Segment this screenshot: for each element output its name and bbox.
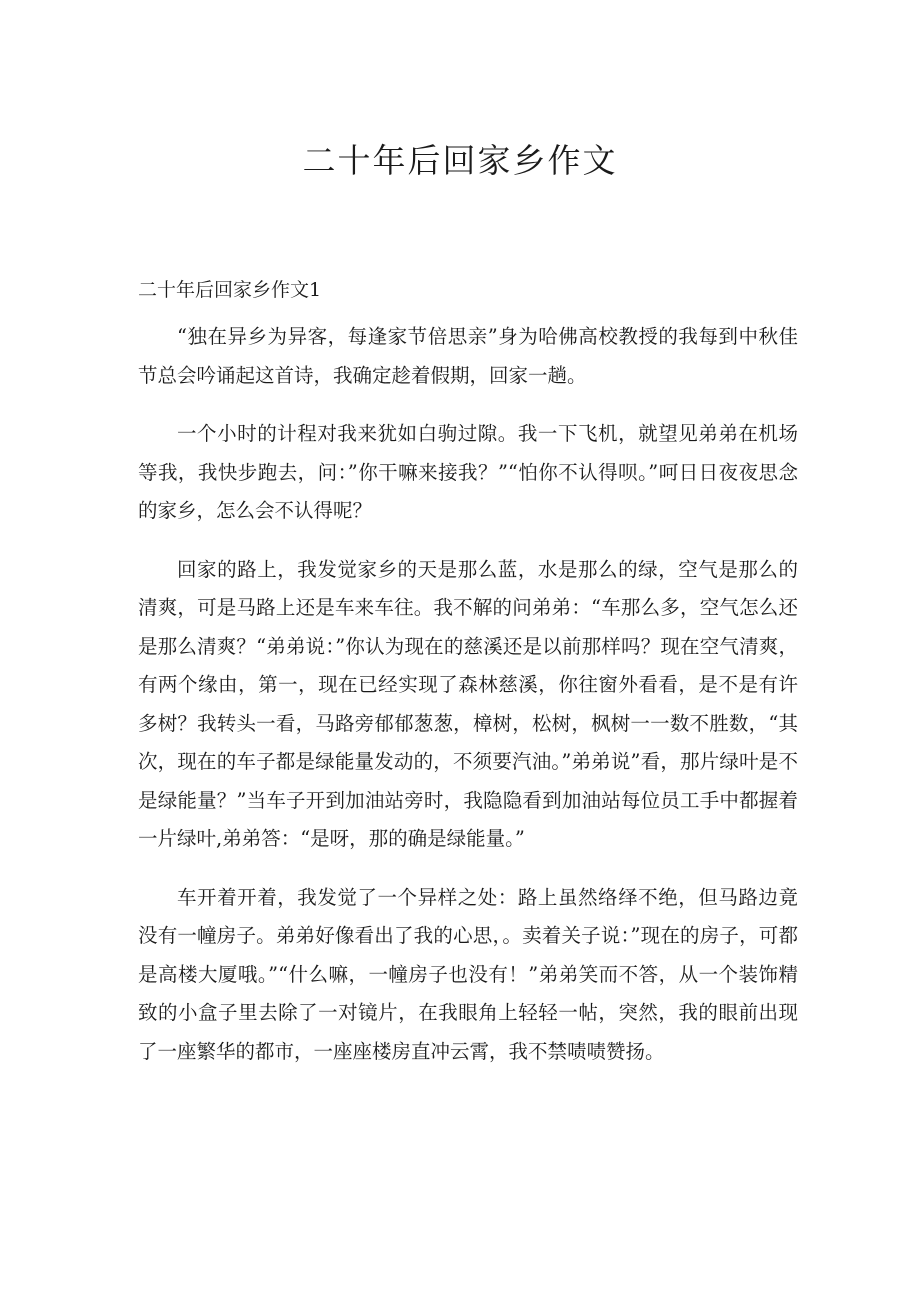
paragraph: “独在异乡为异客，每逢家节倍思亲”身为哈佛高校教授的我每到中秋佳节总会吟诵起这首诗，我确定趁着假期，回家一趟。 bbox=[138, 325, 798, 387]
section-heading: 二十年后回家乡作文1 bbox=[138, 279, 322, 301]
paragraph: 车开着开着，我发觉了一个异样之处：路上虽然络绎不绝，但马路边竟没有一幢房子。弟弟好像看出了我的心思，。卖着关子说：”现在的房子，可都是高楼大厦哦。”“什么嘛，一幢房子也没有！”弟弟笑而不答，从一个装饰精致的小盒子里去除了一对镜片，在我眼角上轻轻一帖，突然，我的眼前出现了一座繁华的都市，一座座楼房直冲云霄，我不禁啧啧赞扬。 bbox=[138, 885, 798, 1063]
paragraph: 一个小时的计程对我来犹如白驹过隙。我一下飞机，就望见弟弟在机场等我，我快步跑去，问：”你干嘛来接我？”“怕你不认得呗。”呵日日夜夜思念的家乡，怎么会不认得呢？ bbox=[138, 422, 798, 522]
document-title: 二十年后回家乡作文 bbox=[302, 141, 618, 180]
document-body bbox=[138, 318, 798, 1091]
paragraph: 回家的路上，我发觉家乡的天是那么蓝，水是那么的绿，空气是那么的清爽，可是马路上还是车来车往。我不解的问弟弟：“车那么多，空气怎么还是那么清爽？“弟弟说：”你认为现在的慈溪还是以前那样吗？现在空气清爽，有两个缘由，第一，现在已经实现了森林慈溪，你往窗外看看，是不是有许多树？我转头一看，马路旁郁郁葱葱，樟树，松树，枫树一一数不胜数，“其次，现在的车子都是绿能量发动的，不须要汽油。”弟弟说”看，那片绿叶是不是绿能量？”当车子开到加油站旁时，我隐隐看到加油站每位员工手中都握着一片绿叶,弟弟答：“是呀，那的确是绿能量。” bbox=[138, 557, 798, 850]
